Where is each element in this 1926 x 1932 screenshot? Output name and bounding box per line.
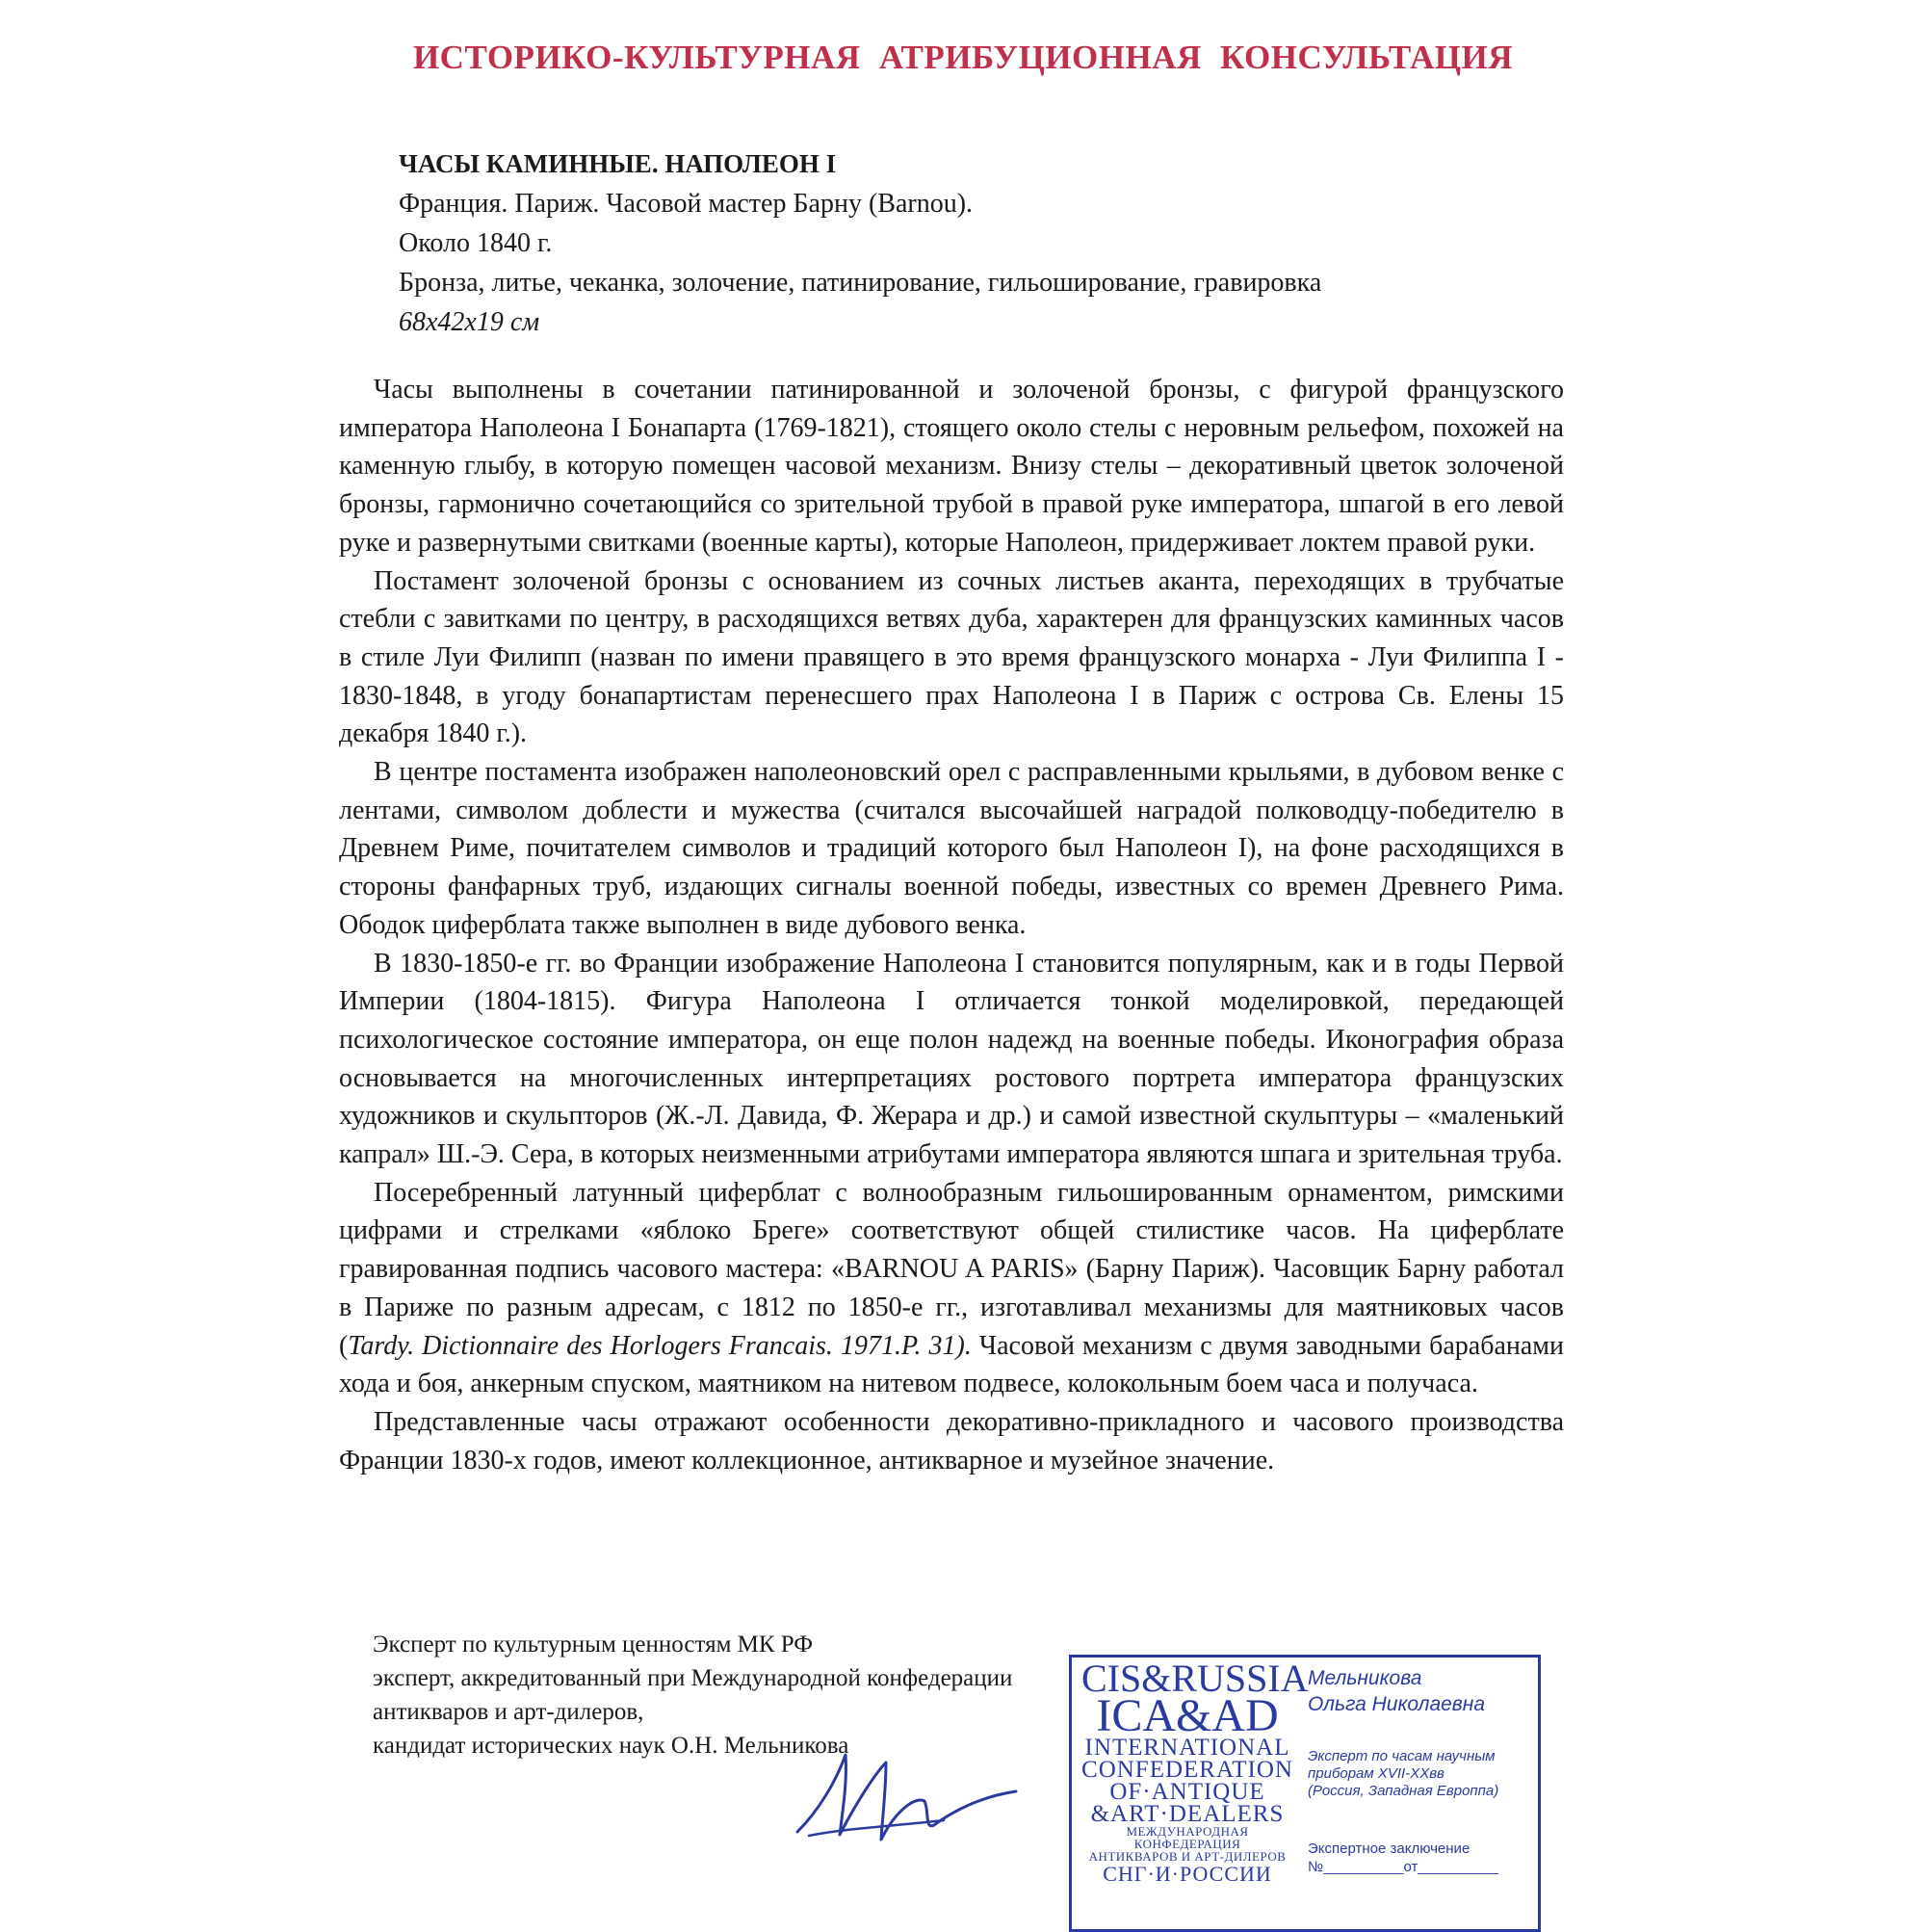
stamp-text: CIS&RUSSIA xyxy=(1081,1657,1309,1700)
stamp-description xyxy=(1308,1748,1534,1800)
paragraph: Постамент золоченой бронзы с основанием из сочных листьев аканта, переходящих в трубчатые стебли с завитками по центру, в расходящихся ветвях дуба, характерен для французских каминных часов в стиле Луи Филипп (назван по имени правящего в это время французского монарха - Луи Филиппа I - 1830-1848, в угоду бонапартистам перенесшего прах Наполеона I в Париж с острова Св. Елены 15 декабря 1840 г.). xyxy=(339,565,1564,749)
stamp-text: ICA&AD xyxy=(1096,1690,1279,1741)
stamp-logo xyxy=(1081,1657,1309,1886)
stamp-text: АНТИКВАРОВ И АРТ-ДИЛЕРОВ xyxy=(1088,1849,1287,1864)
expert-credentials xyxy=(373,1628,1105,1762)
paragraph-text: Посеребренный латунный циферблат с волнообразным гильошированным орнаментом, римскими цифрами и стрелками «яблоко Бреге» соответствуют общей стилистике часов. На циферблате гравированная подпись часового мастера: «BARNOU A PARIS» (Барну Париж). Часовщик Барну работал в Париже по разным адресам, с 1812 по 1850-е гг., изготавливал механизмы для маятниковых часов ( xyxy=(339,1177,1564,1361)
paragraph-text: Часовой механизм с двумя заводными барабанами хода и боя, анкерным спуском, маятником на нитевом подвесе, колокольным боем часа и получаса. xyxy=(339,1330,1564,1399)
handwritten-signature xyxy=(790,1743,1021,1849)
stamp-text: &ART·DEALERS xyxy=(1090,1801,1285,1827)
stamp-conclusion: Экспертное заключение xyxy=(1308,1841,1471,1857)
document-header: ИСТОРИКО-КУЛЬТУРНАЯ АТРИБУЦИОННАЯ КОНСУЛЬТАЦИЯ xyxy=(412,39,1514,76)
stamp-number: №__________от__________ xyxy=(1308,1859,1498,1875)
stamp-name: Мельникова xyxy=(1308,1667,1422,1689)
item-description xyxy=(399,144,1651,342)
paragraph: В центре постамента изображен наполеоновский орел с расправленными крыльями, в дубовом венке с лентами, символом доблести и мужества (считался высочайшей наградой полководцу-победителю в Древнем Риме, почитателем символов и традиций которого был Наполеон I), на фоне расходящихся в стороны фанфарных труб, издающих сигналы военной победы, известных со времен Древнего Рима. Ободок циферблата также выполнен в виде дубового венка. xyxy=(339,757,1564,940)
stamp-details xyxy=(1308,1665,1534,1877)
expert-line: антикваров и арт-дилеров, xyxy=(373,1699,644,1725)
stamp-desc-line: Эксперт по часам научным xyxy=(1308,1748,1496,1764)
item-dimensions: 68x42x19 см xyxy=(399,307,540,337)
expert-line: Эксперт по культурным ценностям МК РФ xyxy=(373,1632,814,1658)
citation: Tardy. Dictionnaire des Horlogers Francais. 1971.P. 31). xyxy=(348,1330,972,1361)
expert-line: кандидат исторических наук О.Н. Мельникова xyxy=(373,1733,849,1759)
item-date: Около 1840 г. xyxy=(399,228,553,258)
stamp-desc-line: приборам XVII-XXвв xyxy=(1308,1765,1444,1782)
item-title: ЧАСЫ КАМИННЫЕ. НАПОЛЕОН I xyxy=(399,149,837,178)
paragraph-dial xyxy=(339,1174,1564,1403)
paragraph: В 1830-1850-е гг. во Франции изображение Наполеона I становится популярным, как и в годы Первой Империи (1804-1815). Фигура Наполеона I отличается тонкой моделировкой, передающей психологическое состояние императора, он еще полон надежд на военные победы. Иконография образа основывается на многочисленных интерпретациях ростового портрета императора французских художников и скульпторов (Ж.-Л. Давида, Ф. Жерара и др.) и самой известной скульптуры – «маленький капрал» Ш.-Э. Сера, в которых неизменными атрибутами императора являются шпага и зрительная труба. xyxy=(339,948,1564,1170)
expert-stamp xyxy=(1069,1655,1541,1932)
stamp-text: МЕЖДУНАРОДНАЯ КОНФЕДЕРАЦИЯ xyxy=(1126,1824,1249,1851)
item-origin: Франция. Париж. Часовой мастер Барну (Barnou). xyxy=(399,189,974,219)
expert-line: эксперт, аккредитованный при Международной конфедерации xyxy=(373,1665,1013,1691)
stamp-text: OF·ANTIQUE xyxy=(1109,1779,1265,1805)
stamp-name: Ольга Николаевна xyxy=(1308,1693,1485,1715)
paragraph-conclusion: Представленные часы отражают особенности декоративно-прикладного и часового производства Франции 1830-х годов, имеют коллекционное, антикварное и музейное значение. xyxy=(339,1406,1564,1475)
document-body xyxy=(339,371,1564,1479)
paragraph: Часы выполнены в сочетании патинированной и золоченой бронзы, с фигурой французского императора Наполеона I Бонапарта (1769-1821), стоящего около стелы с неровным рельефом, похожей на каменную глыбу, в которую помещен часовой механизм. Внизу стелы – декоративный цветок золоченой бронзы, гармонично сочетающийся со зрительной трубой в правой руке императора, шпагой в его левой руке и развернутыми свитками (военные карты), которые Наполеон, придерживает локтем правой руки. xyxy=(339,375,1564,558)
stamp-text: СНГ·И·РОССИИ xyxy=(1103,1862,1272,1886)
item-materials: Бронза, литье, чеканка, золочение, патинирование, гильоширование, гравировка xyxy=(399,268,1322,298)
stamp-text: CONFEDERATION xyxy=(1081,1757,1293,1783)
stamp-text: INTERNATIONAL xyxy=(1084,1735,1290,1761)
stamp-desc-line: (Россия, Западная Европпа) xyxy=(1308,1783,1499,1799)
